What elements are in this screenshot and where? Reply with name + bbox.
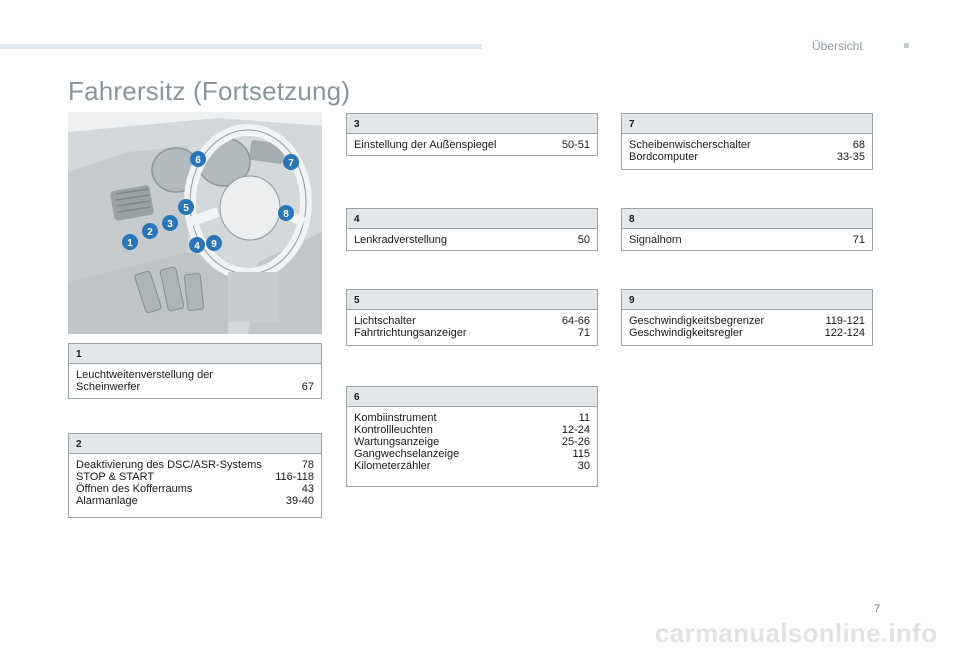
entry-pages: 43 <box>301 483 314 495</box>
entry-label: Leuchtweitenverstellung der Scheinwerfer <box>76 369 213 393</box>
box-entry <box>629 327 865 339</box>
box-entry <box>354 436 590 448</box>
entry-pages: 78 <box>301 459 314 471</box>
box-number: 9 <box>622 290 872 310</box>
callout-3: 3 <box>167 219 173 230</box>
info-box-5 <box>346 289 598 346</box>
entry-label: Einstellung der Außenspiegel <box>354 139 497 151</box>
box-entry <box>354 448 590 460</box>
callout-5: 5 <box>183 203 189 214</box>
page-title: Fahrersitz (Fortsetzung) <box>68 76 351 106</box>
info-box-8 <box>621 208 873 251</box>
entry-label: Alarmanlage <box>76 495 138 507</box>
callout-2: 2 <box>147 227 153 238</box>
entry-label: Lenkradverstellung <box>354 234 447 246</box>
callout-6: 6 <box>195 155 201 166</box>
entry-label: Gangwechselanzeige <box>354 448 460 460</box>
box-entry <box>354 327 590 339</box>
info-box-9 <box>621 289 873 346</box>
entry-label: Kilometerzähler <box>354 460 431 472</box>
box-entry <box>629 234 865 246</box>
entry-label: Wartungsanzeige <box>354 436 440 448</box>
entry-pages: 11 <box>578 412 590 424</box>
entry-pages: 67 <box>301 381 314 393</box>
box-entry <box>354 460 590 472</box>
info-box-3 <box>346 113 598 156</box>
box-entry <box>354 412 590 424</box>
entry-pages: 116-118 <box>275 471 314 483</box>
box-number: 6 <box>347 387 597 407</box>
entry-label: Geschwindigkeitsregler <box>629 327 743 339</box>
info-box-4 <box>346 208 598 251</box>
entry-label: Signalhorn <box>629 234 682 246</box>
box-number: 2 <box>69 434 321 454</box>
entry-pages: 12-24 <box>561 424 590 436</box>
page-number: 7 <box>874 603 881 615</box>
box-entry <box>354 424 590 436</box>
box-entry <box>354 234 590 246</box>
entry-pages: 119-121 <box>825 315 865 327</box>
section-label: Übersicht <box>812 39 863 53</box>
box-entry <box>76 369 314 393</box>
entry-pages: 50-51 <box>561 139 590 151</box>
box-entry <box>76 495 314 507</box>
entry-pages: 39-40 <box>285 495 314 507</box>
entry-label: Deaktivierung des DSC/ASR-Systems <box>76 459 262 471</box>
box-number: 4 <box>347 209 597 229</box>
entry-pages: 25-26 <box>561 436 590 448</box>
watermark: carmanualsonline.info <box>655 618 938 648</box>
box-entry <box>354 139 590 151</box>
entry-label: STOP & START <box>76 471 155 483</box>
entry-label: Lichtschalter <box>354 315 416 327</box>
entry-pages: 122-124 <box>824 327 865 339</box>
box-number: 1 <box>69 344 321 364</box>
callout-9: 9 <box>211 239 217 250</box>
box-entry <box>76 471 314 483</box>
box-entry <box>354 315 590 327</box>
callout-7: 7 <box>288 158 294 169</box>
box-entry <box>76 459 314 471</box>
entry-pages: 33-35 <box>836 151 865 163</box>
box-entry <box>629 315 865 327</box>
info-box-1 <box>68 343 322 399</box>
info-box-2 <box>68 433 322 518</box>
entry-label: Fahrtrichtungsanzeiger <box>354 327 467 339</box>
callout-4: 4 <box>194 241 200 252</box>
entry-pages: 68 <box>852 139 865 151</box>
info-box-7 <box>621 113 873 170</box>
entry-pages: 64-66 <box>561 315 590 327</box>
box-entry <box>629 139 865 151</box>
entry-pages: 115 <box>572 448 590 460</box>
section-marker <box>904 43 909 48</box>
callout-1: 1 <box>127 238 133 249</box>
box-entry <box>76 483 314 495</box>
entry-pages: 71 <box>577 327 590 339</box>
entry-label: Bordcomputer <box>629 151 699 163</box>
box-number: 3 <box>347 114 597 134</box>
entry-label: Kombiinstrument <box>354 412 437 424</box>
callout-8: 8 <box>283 209 289 220</box>
box-number: 7 <box>622 114 872 134</box>
entry-pages: 50 <box>577 234 590 246</box>
entry-label: Öffnen des Kofferraums <box>76 483 193 495</box>
entry-pages: 71 <box>852 234 865 246</box>
header-bar <box>0 44 482 49</box>
info-box-6 <box>346 386 598 487</box>
dashboard-illustration <box>68 112 322 334</box>
box-number: 8 <box>622 209 872 229</box>
box-entry <box>629 151 865 163</box>
entry-pages: 30 <box>577 460 590 472</box>
entry-label: Geschwindigkeitsbegrenzer <box>629 315 765 327</box>
entry-label: Kontrollleuchten <box>354 424 433 436</box>
box-number: 5 <box>347 290 597 310</box>
dashboard-drawing <box>68 112 322 334</box>
entry-label: Scheibenwischerschalter <box>629 139 751 151</box>
